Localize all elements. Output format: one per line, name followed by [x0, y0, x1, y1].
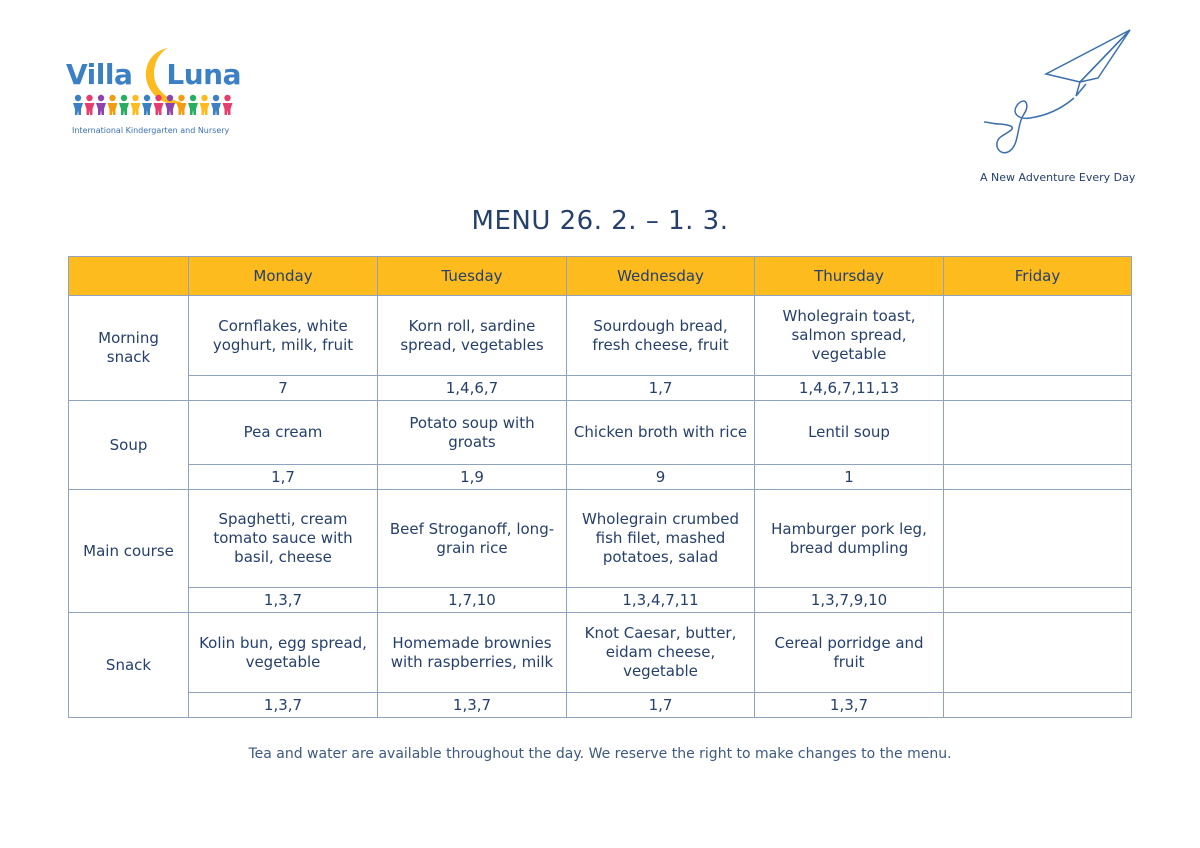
footer-note: Tea and water are available throughout the day. We reserve the right to make changes to the menu. [248, 746, 952, 762]
meal-label: Snack [69, 613, 189, 718]
meal-item: Korn roll, sardine spread, vegetables [378, 296, 567, 376]
meal-label: Morning snack [69, 296, 189, 401]
logo-word-luna: Luna [166, 58, 241, 91]
meal-item: Cereal porridge and fruit [755, 613, 944, 693]
meal-item: Chicken broth with rice [567, 401, 755, 465]
meal-label: Main course [69, 490, 189, 613]
meal-item: Wholegrain toast, salmon spread, vegetable [755, 296, 944, 376]
allergen-row [69, 693, 1132, 718]
allergen-cell: 1,7,10 [378, 588, 567, 613]
allergen-row [69, 588, 1132, 613]
allergen-cell: 1,3,7,9,10 [755, 588, 944, 613]
allergen-cell: 1,7 [567, 693, 755, 718]
allergen-cell [944, 588, 1132, 613]
children-row-icon [72, 94, 240, 116]
allergen-cell: 1,4,6,7,11,13 [755, 376, 944, 401]
slogan: A New Adventure Every Day [980, 171, 1136, 184]
meal-item: Knot Caesar, butter, eidam cheese, vegetable [567, 613, 755, 693]
meal-item [944, 401, 1132, 465]
allergen-cell [944, 465, 1132, 490]
day-header: Thursday [755, 257, 944, 296]
allergen-cell: 1 [755, 465, 944, 490]
meal-item: Hamburger pork leg, bread dumpling [755, 490, 944, 588]
day-header: Monday [189, 257, 378, 296]
meal-item: Spaghetti, cream tomato sauce with basil, cheese [189, 490, 378, 588]
paper-plane-icon [980, 26, 1140, 166]
allergen-cell [944, 376, 1132, 401]
allergen-cell [944, 693, 1132, 718]
allergen-cell: 9 [567, 465, 755, 490]
page-title: MENU 26. 2. – 1. 3. [471, 206, 729, 236]
allergen-cell: 1,3,7 [755, 693, 944, 718]
meal-item: Kolin bun, egg spread, vegetable [189, 613, 378, 693]
allergen-cell: 1,4,6,7 [378, 376, 567, 401]
meal-item [944, 296, 1132, 376]
meal-row [69, 401, 1132, 465]
meal-item [944, 490, 1132, 588]
header-row [69, 257, 1132, 296]
day-header: Tuesday [378, 257, 567, 296]
day-header: Friday [944, 257, 1132, 296]
allergen-cell: 1,7 [189, 465, 378, 490]
meal-row [69, 490, 1132, 588]
menu-table [68, 256, 1132, 718]
allergen-cell: 1,3,7 [189, 693, 378, 718]
meal-item: Cornflakes, white yoghurt, milk, fruit [189, 296, 378, 376]
meal-label: Soup [69, 401, 189, 490]
meal-item: Sourdough bread, fresh cheese, fruit [567, 296, 755, 376]
meal-item: Wholegrain crumbed fish filet, mashed potatoes, salad [567, 490, 755, 588]
day-header: Wednesday [567, 257, 755, 296]
allergen-cell: 1,9 [378, 465, 567, 490]
allergen-cell: 1,7 [567, 376, 755, 401]
meal-item: Lentil soup [755, 401, 944, 465]
meal-item: Potato soup with groats [378, 401, 567, 465]
meal-item: Beef Stroganoff, long-grain rice [378, 490, 567, 588]
logo-tagline: International Kindergarten and Nursery [72, 126, 230, 135]
allergen-cell: 1,3,7 [189, 588, 378, 613]
meal-item: Pea cream [189, 401, 378, 465]
meal-item [944, 613, 1132, 693]
meal-item: Homemade brownies with raspberries, milk [378, 613, 567, 693]
allergen-cell: 7 [189, 376, 378, 401]
logo-wordmark [66, 58, 241, 91]
villa-luna-logo [66, 46, 246, 138]
meal-row [69, 613, 1132, 693]
allergen-row [69, 465, 1132, 490]
allergen-cell: 1,3,7 [378, 693, 567, 718]
header-corner [69, 257, 189, 296]
allergen-row [69, 376, 1132, 401]
meal-row [69, 296, 1132, 376]
logo-word-villa: Villa [66, 58, 133, 91]
allergen-cell: 1,3,4,7,11 [567, 588, 755, 613]
